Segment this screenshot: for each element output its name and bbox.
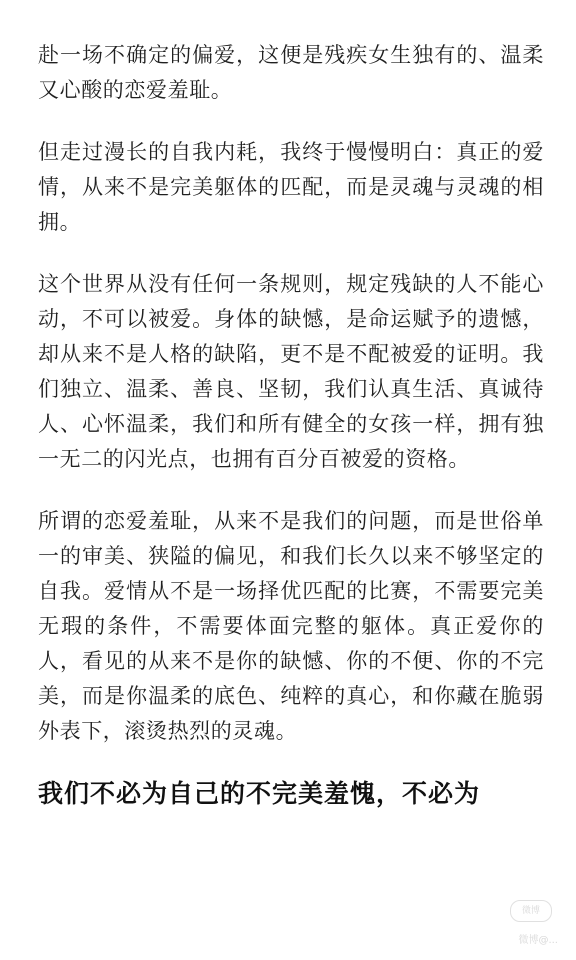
paragraph-3: 这个世界从没有任何一条规则，规定残缺的人不能心动，不可以被爱。身体的缺憾，是命运赋予的遗憾，却从来不是人格的缺陷，更不是不配被爱的证明。我们独立、温柔、善良、坚韧，我们认真生活、真诚待人、心怀温柔，我们和所有健全的女孩一样，拥有独一无二的闪光点，也拥有百分百被爱的资格。 <box>38 272 544 471</box>
watermark <box>440 900 558 948</box>
section-heading: 我们不必为自己的不完美羞愧，不必为 <box>38 779 481 808</box>
paragraph-1: 赴一场不确定的偏爱，这便是残疾女生独有的、温柔又心酸的恋爱羞耻。 <box>38 43 544 102</box>
watermark-text: 微博@... <box>518 935 558 946</box>
article-body <box>38 38 544 812</box>
paragraph-4: 所谓的恋爱羞耻，从来不是我们的问题，而是世俗单一的审美、狭隘的偏见，和我们长久以来不够坚定的自我。爱情从不是一场择优匹配的比赛，不需要完美无瑕的条件，不需要体面完整的躯体。真正爱你的人，看见的从来不是你的缺憾、你的不便、你的不完美，而是你温柔的底色、纯粹的真心，和你藏在脆弱外表下，滚烫热烈的灵魂。 <box>38 509 544 743</box>
paragraph-2: 但走过漫长的自我内耗，我终于慢慢明白：真正的爱情，从来不是完美躯体的匹配，而是灵魂与灵魂的相拥。 <box>38 140 544 234</box>
watermark-badge: 微博 <box>510 900 552 922</box>
